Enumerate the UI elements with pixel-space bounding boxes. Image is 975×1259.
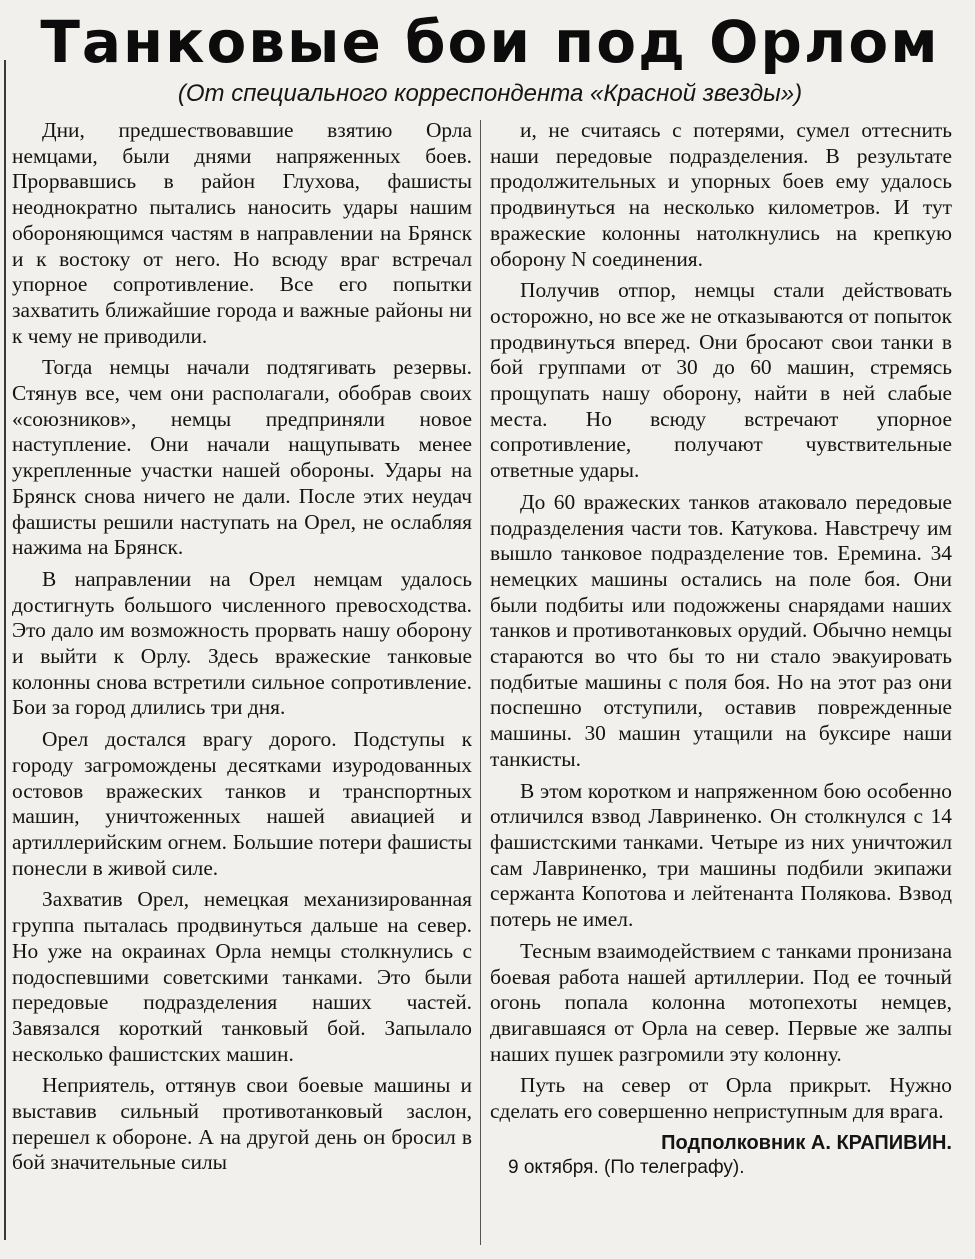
- dateline: 9 октября. (По телеграфу).: [508, 1156, 745, 1178]
- paragraph: Неприятель, оттянув свои боевые машины и выставив сильный противотанковый заслон, перешел к обороне. А на другой день он бросил в бой значительные силы: [12, 1073, 472, 1175]
- column-divider: [480, 120, 481, 1245]
- page-edge-rule: [4, 60, 6, 1240]
- paragraph: Путь на север от Орла прикрыт. Нужно сделать его совершенно неприступным для врага.: [490, 1073, 952, 1124]
- paragraph: и, не считаясь с потерями, сумел оттеснить наши передовые подразделения. В результате продолжительных и упорных боев ему удалось продвинуться на несколько километров. И тут вражеские колонны натолкнулись на крепкую оборону N соединения.: [490, 118, 952, 271]
- paragraph: В этом коротком и напряженном бою особенно отличился взвод Лавриненко. Он столкнулся с 14 фашистскими танками. Четыре из них уничтожил сам Лавриненко, три машины подбили экипажи сержанта Копотова и лейтенанта Полякова. Взвод потерь не имел.: [490, 778, 952, 932]
- article-headline: Танковые бои под Орлом: [40, 8, 940, 76]
- left-column: [12, 118, 472, 1182]
- right-column: [490, 118, 952, 1181]
- article-subheadline: (От специального корреспондента «Красной звезды»): [177, 80, 803, 107]
- paragraph: В направлении на Орел немцам удалось достигнуть большого численного превосходства. Это дало им возможность прорвать нашу оборону и выйти к Орлу. Здесь вражеские танковые колонны снова встретили сильное сопротивление. Бои за город длились три дня.: [12, 566, 472, 720]
- paragraph: Тогда немцы начали подтягивать резервы. Стянув все, чем они располагали, обобрав своих «союзников», немцы предприняли новое наступление. Они начали нащупывать менее укрепленные участки нашей обороны. Удары на Брянск снова ничего не дали. После этих неудач фашисты решили наступать на Орел, не ослабляя нажима на Брянск.: [12, 355, 472, 560]
- paragraph: Тесным взаимодействием с танками пронизана боевая работа нашей артиллерии. Под ее точный огонь попала колонна мотопехоты немцев, двигавшаяся от Орла на север. Первые же залпы наших пушек разгромили эту колонну.: [490, 938, 952, 1066]
- author-signature: Подполковник А. КРАПИВИН.: [661, 1131, 952, 1154]
- paragraph: Дни, предшествовавшие взятию Орла немцами, были днями напряженных боев. Прорвавшись в район Глухова, фашисты неоднократно пытались наносить удары нашим обороняющимся частям в направлении на Брянск и к востоку от него. Но всюду враг встречал упорное сопротивление. Все его попытки захватить ближайшие города и важные районы ни к чему не приводили.: [12, 118, 472, 348]
- paragraph: До 60 вражеских танков атаковало передовые подразделения части тов. Катукова. Навстречу им вышло танковое подразделение тов. Еремина. 34 немецких машины остались на поле боя. Они были подбиты или подожжены снарядами наших танков и противотанковых орудий. Обычно немцы стараются во что бы то ни стало эвакуировать подбитые машины с поля боя. Но на этот раз они поспешно отступили, оставив поврежденные машины. 30 машин утащили на буксире наши танкисты.: [490, 489, 952, 771]
- paragraph: Захватив Орел, немецкая механизированная группа пыталась продвинуться дальше на север. Но уже на окраинах Орла немцы столкнулись с подоспевшими советскими танками. Это были передовые подразделения наших частей. Завязался короткий танковый бой. Запылало несколько фашистских машин.: [12, 887, 472, 1066]
- paragraph: Получив отпор, немцы стали действовать осторожно, но все же не отказываются от попыток продвинуться вперед. Они бросают свои танки в бой группами от 30 до 60 машин, стремясь прощупать нашу оборону, найти в ней слабые места. Но всюду встречают упорное сопротивление, получают чувствительные ответные удары.: [490, 278, 952, 483]
- paragraph: Орел достался врагу дорого. Подступы к городу загромождены десятками изуродованных остовов вражеских танков и транспортных машин, уничтоженных нашей авиацией и артиллерийским огнем. Большие потери фашисты понесли в живой силе.: [12, 727, 472, 880]
